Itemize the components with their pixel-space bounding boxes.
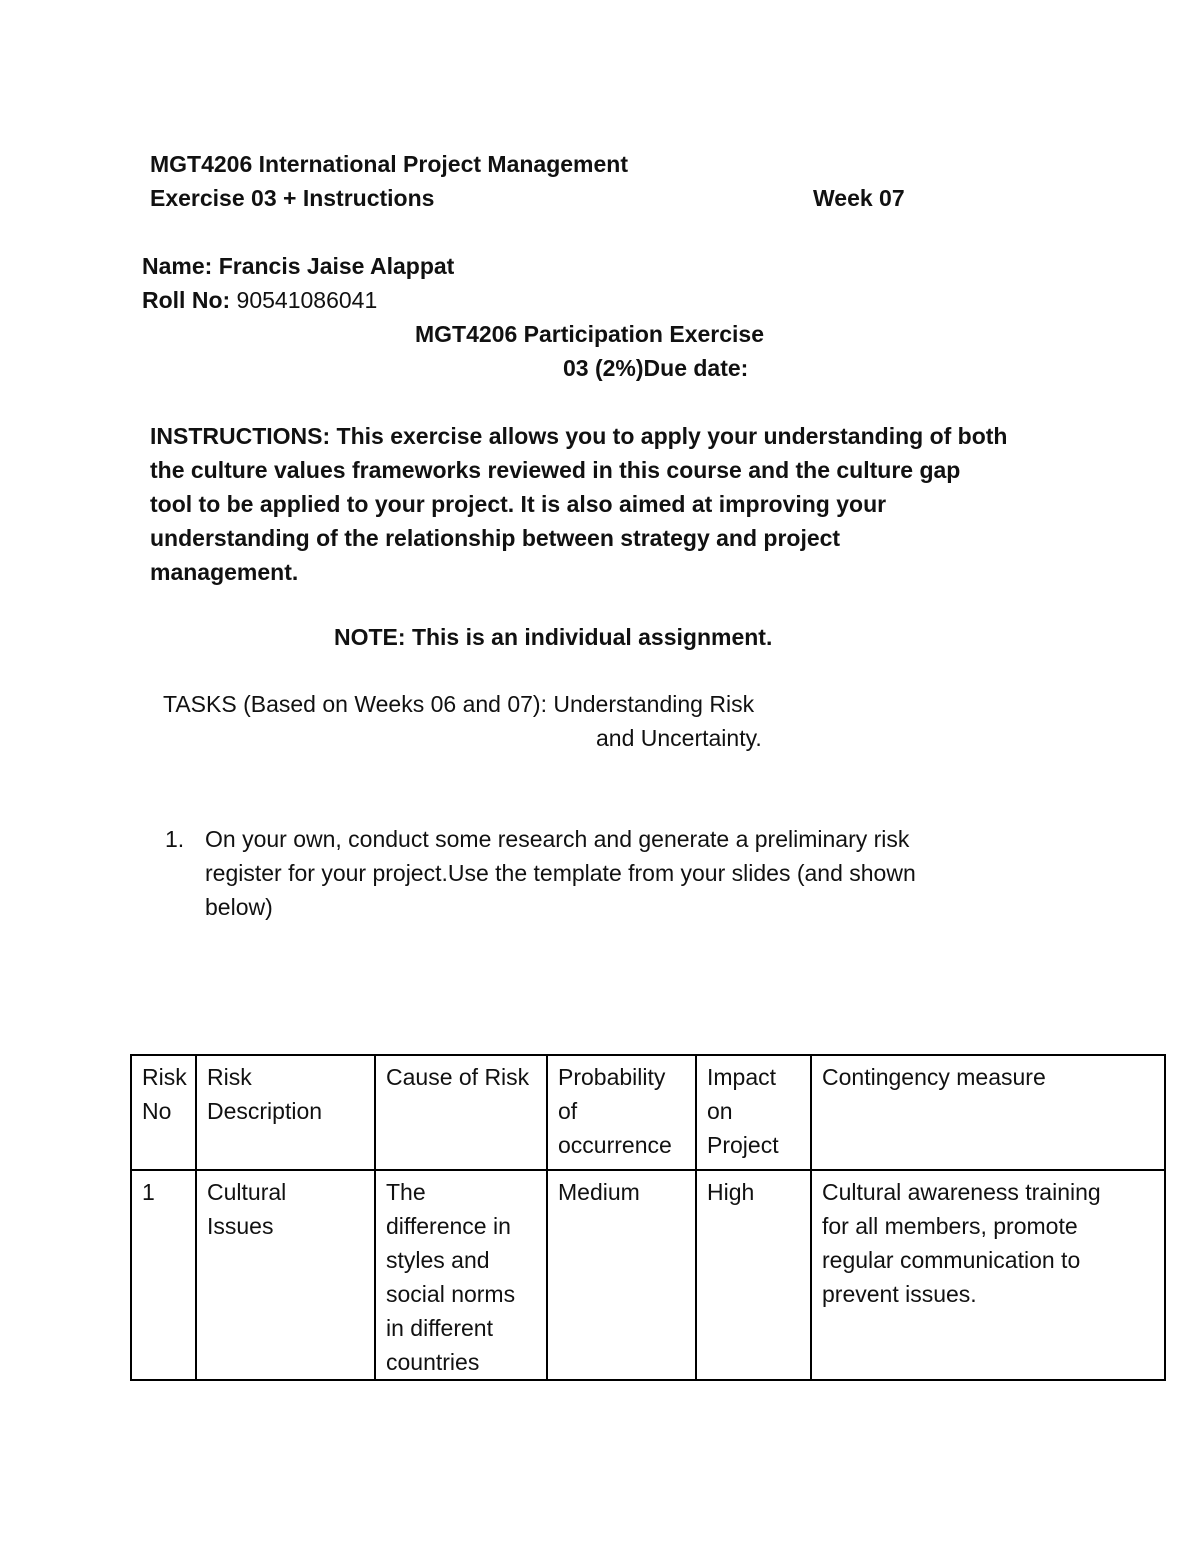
student-name: Name: Francis Jaise Alappat — [142, 253, 455, 279]
cell-text: Cultural — [207, 1179, 287, 1205]
instructions-line: tool to be applied to your project. It is also aimed at improving your — [150, 491, 887, 517]
cell-text: The — [386, 1179, 426, 1205]
header-risk-no — [131, 1055, 196, 1170]
participation-due: 03 (2%)Due date: — [563, 355, 749, 381]
header-risk-description — [196, 1055, 375, 1170]
roll-number — [142, 283, 377, 317]
instructions-line: the culture values frameworks reviewed in this course and the culture gap — [150, 457, 961, 483]
cell-risk-description — [196, 1170, 375, 1380]
header-text: Probability — [558, 1064, 666, 1090]
header-text: Risk — [207, 1064, 252, 1090]
cell-probability — [547, 1170, 696, 1380]
week-label: Week 07 — [813, 185, 905, 211]
course-title: MGT4206 International Project Management — [150, 151, 629, 177]
cell-text: High — [707, 1179, 755, 1205]
cell-text: regular communication to — [822, 1247, 1081, 1273]
instructions-line: INSTRUCTIONS: This exercise allows you to apply your understanding of both — [150, 423, 1008, 449]
participation-title: MGT4206 Participation Exercise — [415, 321, 764, 347]
task-text-line: On your own, conduct some research and generate a preliminary risk — [205, 826, 910, 852]
header-text: on — [707, 1098, 733, 1124]
task-text-line: register for your project.Use the template from your slides (and shown — [205, 860, 916, 886]
exercise-title: Exercise 03 + Instructions — [150, 185, 435, 211]
header-text: Contingency measure — [822, 1064, 1046, 1090]
instructions-paragraph — [150, 419, 1050, 589]
header-text: Risk — [142, 1064, 187, 1090]
cell-text: 1 — [142, 1179, 155, 1205]
cell-text: styles and — [386, 1247, 490, 1273]
task-text — [205, 822, 1025, 924]
header-text: of — [558, 1098, 578, 1124]
individual-note: NOTE: This is an individual assignment. — [334, 624, 773, 650]
header-text: Cause of Risk — [386, 1064, 530, 1090]
cell-text: prevent issues. — [822, 1281, 977, 1307]
risk-register-table — [130, 1054, 1166, 1381]
cell-text: countries — [386, 1349, 480, 1375]
header-cause-of-risk — [375, 1055, 547, 1170]
header-text: occurrence — [558, 1132, 672, 1158]
header-text: Impact — [707, 1064, 777, 1090]
cell-risk-no — [131, 1170, 196, 1380]
cell-text: in different — [386, 1315, 493, 1341]
tasks-heading: TASKS (Based on Weeks 06 and 07): Understanding Risk — [163, 691, 755, 717]
header-text: Project — [707, 1132, 779, 1158]
table-header-row — [131, 1055, 1165, 1170]
cell-text: Issues — [207, 1213, 274, 1239]
tasks-heading-continued: and Uncertainty. — [596, 725, 762, 751]
header-text: Description — [207, 1098, 323, 1124]
cell-text: Medium — [558, 1179, 640, 1205]
header-text: No — [142, 1098, 172, 1124]
roll-label: Roll No: — [142, 287, 231, 313]
header-contingency-measure — [811, 1055, 1165, 1170]
table-row — [131, 1170, 1165, 1380]
task-number: 1. — [165, 826, 185, 852]
instructions-line: management. — [150, 559, 299, 585]
cell-cause-of-risk — [375, 1170, 547, 1380]
instructions-line: understanding of the relationship between strategy and project — [150, 525, 841, 551]
cell-contingency-measure — [811, 1170, 1165, 1380]
header-probability — [547, 1055, 696, 1170]
task-text-line: below) — [205, 894, 273, 920]
cell-impact — [696, 1170, 811, 1380]
header-impact — [696, 1055, 811, 1170]
cell-text: difference in — [386, 1213, 511, 1239]
cell-text: for all members, promote — [822, 1213, 1078, 1239]
cell-text: Cultural awareness training — [822, 1179, 1101, 1205]
roll-value: 90541086041 — [230, 287, 378, 313]
cell-text: social norms — [386, 1281, 516, 1307]
